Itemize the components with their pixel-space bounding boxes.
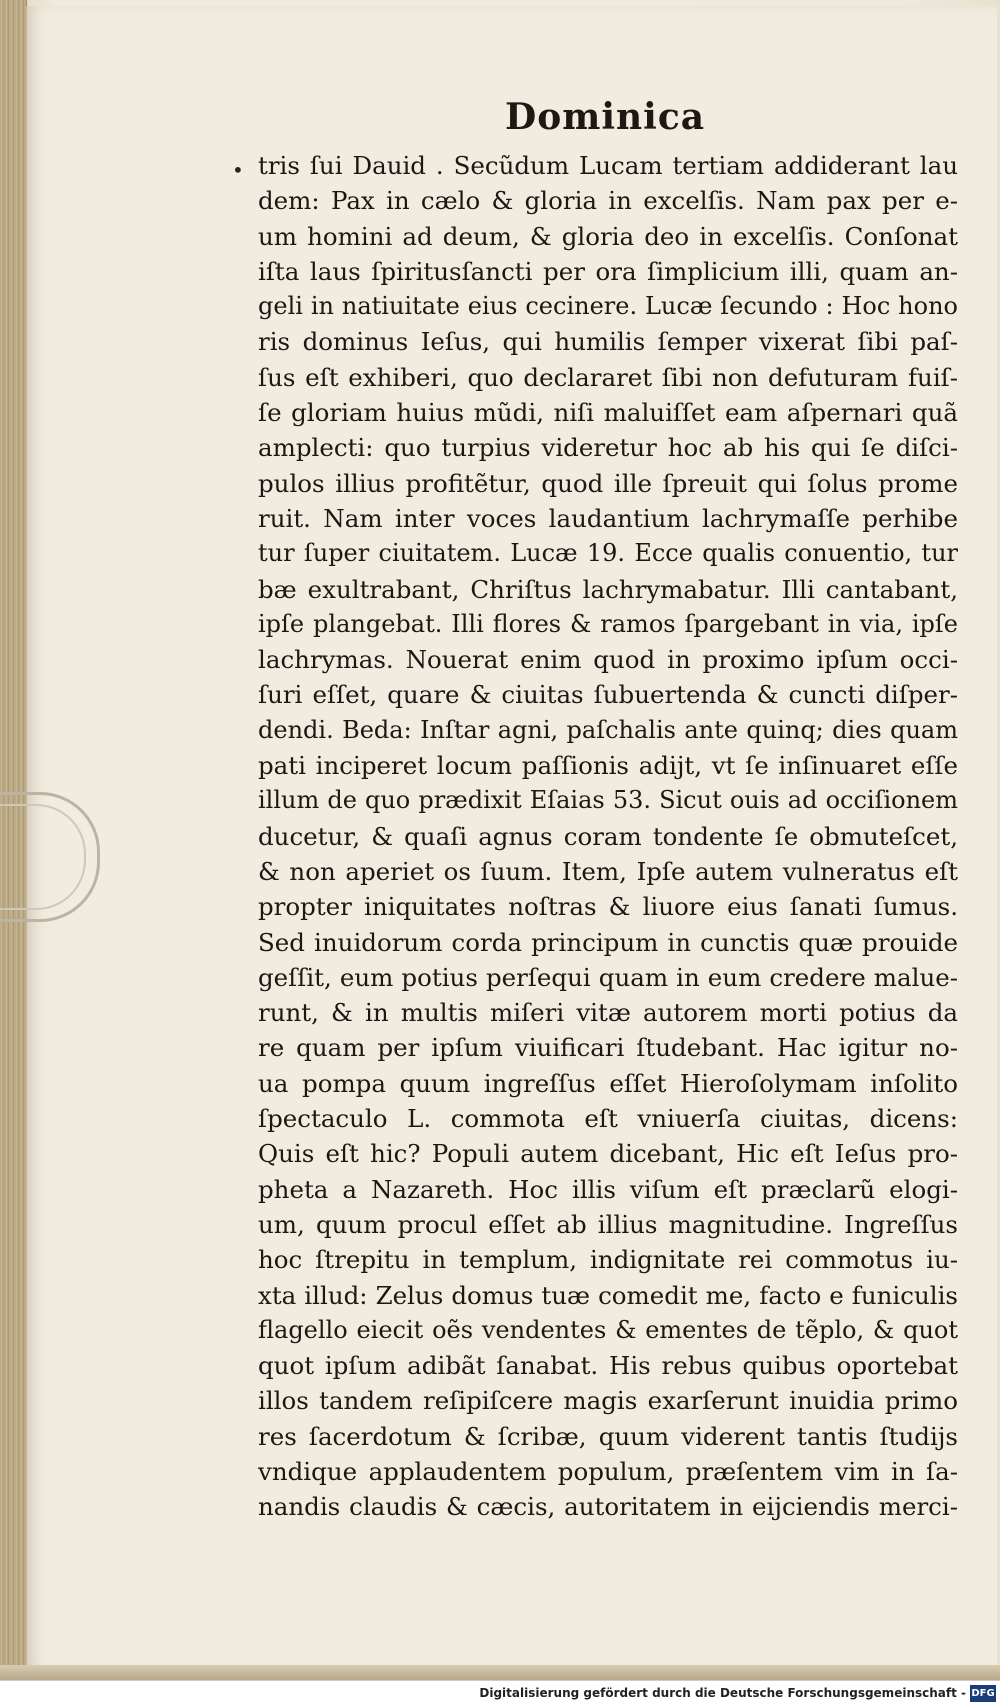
text-line: runt, & in multis miſeri vitæ autorem morti potius da	[258, 998, 958, 1028]
text-line: amplecti: quo turpius videretur hoc ab his qui ſe diſci-	[258, 433, 958, 463]
text-line: propter iniquitates noſtras & liuore eius ſanati ſumus.	[258, 892, 958, 922]
footer-bar	[0, 1680, 1000, 1707]
text-line: ruit. Nam inter voces laudantium lachrymaſſe perhibe	[258, 503, 958, 533]
text-line: xta illud: Zelus domus tuæ comedit me, facto e funiculis	[258, 1280, 958, 1310]
text-line: ipſe plangebat. Illi flores & ramos ſpargebant in via, ipſe	[258, 609, 958, 638]
text-line: lachrymas. Nouerat enim quod in proximo ipſum occi-	[258, 645, 958, 675]
text-line: illum de quo prædixit Eſaias 53. Sicut ouis ad occiſionem	[258, 786, 958, 815]
body-text	[258, 148, 958, 1525]
text-line: iſta laus ſpiritusſancti per ora ſimplicium illi, quam an-	[258, 256, 958, 286]
text-line: ſe gloriam huius mũdi, niſi maluiſſet eam aſpernari quã	[258, 398, 958, 428]
dfg-logo: DFG	[970, 1685, 996, 1702]
text-line: ducetur, & quaſi agnus coram tondente ſe obmuteſcet,	[258, 821, 958, 851]
text-line: tur ſuper ciuitatem. Lucæ 19. Ecce qualis conuentio, tur	[258, 539, 958, 568]
text-line: um, quum procul eſſet ab illius magnitudine. Ingreſſus	[258, 1209, 958, 1239]
text-line: res ſacerdotum & ſcribæ, quum viderent tantis ſtudijs	[258, 1421, 958, 1451]
book-bottom-edge	[0, 1665, 1000, 1680]
text-line: ua pompa quum ingreſſus eſſet Hieroſolymam inſolito	[258, 1068, 958, 1098]
text-line: pati inciperet locum paſſionis adijt, vt ſe inſinuaret eſſe	[258, 751, 958, 781]
text-line: dem: Pax in cælo & gloria in excelſis. Nam pax per e-	[258, 186, 958, 216]
margin-dot: •	[232, 158, 244, 182]
text-line: flagello eiecit oẽs vendentes & ementes de tẽplo, & quot	[258, 1315, 958, 1344]
text-line: ſus eſt exhiberi, quo declararet ſibi non defuturam fuiſ-	[258, 362, 958, 392]
running-head: Dominica	[505, 96, 706, 138]
text-line: re quam per ipſum viuificari ſtudebant. Hac igitur no-	[258, 1033, 958, 1063]
text-line: & non aperiet os ſuum. Item, Ipſe autem vulneratus eſt	[258, 856, 958, 886]
text-line: Quis eſt hic? Populi autem dicebant, Hic eſt Ieſus pro-	[258, 1139, 958, 1169]
text-line: um homini ad deum, & gloria deo in excelſis. Conſonat	[258, 221, 958, 251]
text-line: pheta a Nazareth. Hoc illis viſum eſt præclarũ elogi-	[258, 1174, 958, 1204]
text-line: ſpectaculo L. commota eſt vniuerſa ciuitas, dicens:	[258, 1104, 958, 1134]
text-line: quot ipſum adibãt ſanabat. His rebus quibus oportebat	[258, 1351, 958, 1381]
text-line: ris dominus Ieſus, qui humilis ſemper vixerat ſibi paſ-	[258, 327, 958, 357]
footer-credit: Digitalisierung gefördert durch die Deutsche Forschungsgemeinschaft -	[479, 1686, 966, 1700]
text-line: hoc ſtrepitu in templum, indignitate rei commotus iu-	[258, 1245, 958, 1275]
text-line: Sed inuidorum corda principum in cunctis quæ prouide	[258, 927, 958, 957]
text-line: illos tandem reſipiſcere magis exarſerunt inuidia primo	[258, 1386, 958, 1416]
text-line: dendi. Beda: Inſtar agni, paſchalis ante quinq; dies quam	[258, 715, 958, 744]
text-line: geli in natiuitate eius cecinere. Lucæ ſecundo : Hoc hono	[258, 292, 958, 321]
text-line: tris ſui Dauid . Secũdum Lucam tertiam addiderant lau	[258, 151, 958, 180]
text-line: pulos illius profitẽtur, quod ille ſpreuit qui ſolus prome	[258, 468, 958, 498]
text-line: bæ exultrabant, Chriſtus lachrymabatur. Illi cantabant,	[258, 574, 958, 604]
text-line: vndique applaudentem populum, præſentem vim in ſa-	[258, 1456, 958, 1486]
text-line: nandis claudis & cæcis, autoritatem in eijciendis merci-	[258, 1492, 958, 1522]
text-line: geſſit, eum potius perſequi quam in eum credere malue-	[258, 962, 958, 992]
text-line: ſuri eſſet, quare & ciuitas ſubuertenda & cuncti diſper-	[258, 680, 958, 710]
